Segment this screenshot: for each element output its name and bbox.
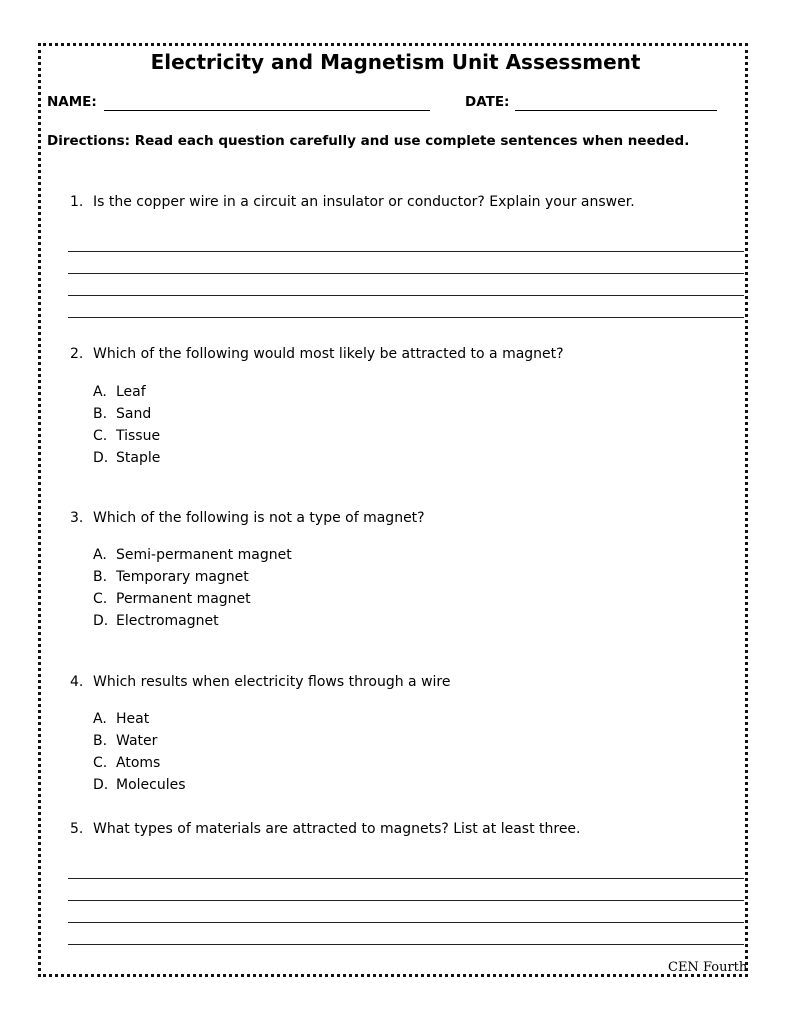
name-field[interactable] <box>104 110 430 111</box>
choice-text: Electromagnet <box>116 613 219 629</box>
choice-letter: D. <box>93 450 109 466</box>
answer-line[interactable] <box>68 944 744 945</box>
choice-letter: C. <box>93 591 108 607</box>
choice-text: Atoms <box>116 755 161 771</box>
choice-letter: D. <box>93 613 109 629</box>
choice-text: Semi-permanent magnet <box>116 547 292 563</box>
question-1 <box>70 194 635 210</box>
choice-2a[interactable] <box>93 384 146 400</box>
answer-line[interactable] <box>68 251 744 252</box>
choice-letter: D. <box>93 777 109 793</box>
question-5 <box>70 821 581 837</box>
choice-text: Water <box>116 733 158 749</box>
question-number: 2. <box>70 346 84 362</box>
question-number: 1. <box>70 194 84 210</box>
directions-text: Directions: Read each question carefully and use complete sentences when needed. <box>47 133 690 149</box>
choice-letter: C. <box>93 428 108 444</box>
choice-4b[interactable] <box>93 733 157 749</box>
footer-label: CEN Fourth <box>668 960 748 975</box>
answer-line[interactable] <box>68 295 744 296</box>
date-field[interactable] <box>515 110 717 111</box>
answer-line[interactable] <box>68 900 744 901</box>
choice-text: Temporary magnet <box>116 569 249 585</box>
answer-line[interactable] <box>68 273 744 274</box>
choice-text: Permanent magnet <box>116 591 251 607</box>
question-text: Which of the following is not a type of magnet? <box>93 510 425 526</box>
question-number: 5. <box>70 821 84 837</box>
choice-letter: B. <box>93 733 108 749</box>
question-4 <box>70 674 450 690</box>
choice-3a[interactable] <box>93 547 292 563</box>
question-text: Is the copper wire in a circuit an insulator or conductor? Explain your answer. <box>93 194 635 210</box>
choice-letter: A. <box>93 384 107 400</box>
choice-text: Sand <box>116 406 152 422</box>
question-2 <box>70 346 564 362</box>
answer-line[interactable] <box>68 922 744 923</box>
choice-4d[interactable] <box>93 777 186 793</box>
choice-text: Leaf <box>116 384 146 400</box>
name-label: NAME: <box>47 94 97 110</box>
choice-4a[interactable] <box>93 711 149 727</box>
choice-2d[interactable] <box>93 450 160 466</box>
date-label: DATE: <box>465 94 510 110</box>
choice-text: Tissue <box>116 428 161 444</box>
answer-line[interactable] <box>68 317 744 318</box>
choice-letter: B. <box>93 406 108 422</box>
choice-letter: A. <box>93 547 107 563</box>
choice-letter: A. <box>93 711 107 727</box>
choice-3d[interactable] <box>93 613 219 629</box>
choice-3c[interactable] <box>93 591 251 607</box>
choice-2b[interactable] <box>93 406 151 422</box>
choice-text: Heat <box>116 711 150 727</box>
question-number: 3. <box>70 510 84 526</box>
choice-letter: B. <box>93 569 108 585</box>
question-number: 4. <box>70 674 84 690</box>
page-title: Electricity and Magnetism Unit Assessment <box>150 50 641 74</box>
choice-2c[interactable] <box>93 428 160 444</box>
question-text: Which of the following would most likely be attracted to a magnet? <box>93 346 564 362</box>
question-3 <box>70 510 425 526</box>
choice-letter: C. <box>93 755 108 771</box>
question-text: Which results when electricity flows through a wire <box>93 674 451 690</box>
answer-line[interactable] <box>68 878 744 879</box>
question-text: What types of materials are attracted to magnets? List at least three. <box>93 821 581 837</box>
choice-3b[interactable] <box>93 569 249 585</box>
choice-4c[interactable] <box>93 755 160 771</box>
choice-text: Molecules <box>116 777 186 793</box>
choice-text: Staple <box>116 450 161 466</box>
